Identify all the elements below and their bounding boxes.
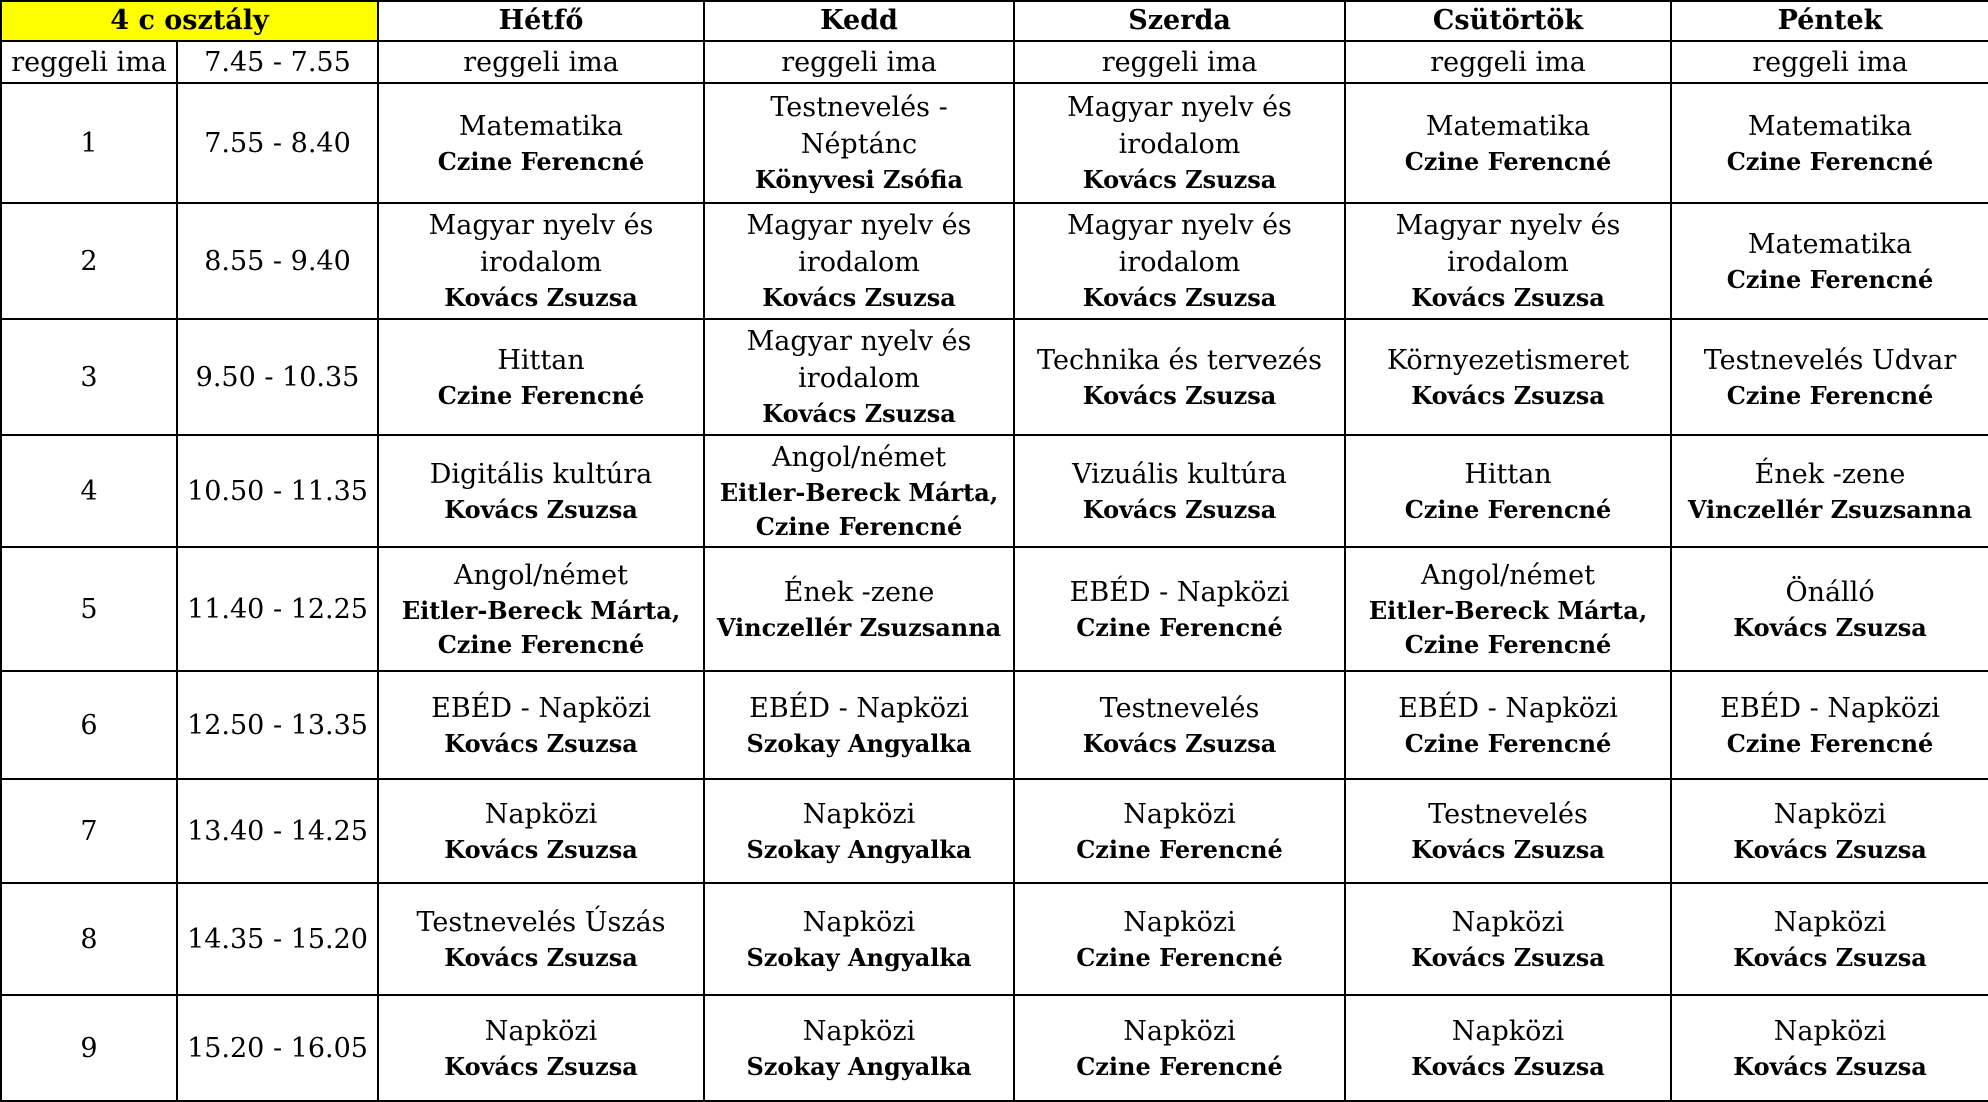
teacher: Czine Ferencné (1076, 1051, 1283, 1081)
morning-label: reggeli ima (1, 41, 177, 83)
teacher: Kovács Zsuzsa (444, 494, 638, 524)
subject: Testnevelés Udvar (1703, 344, 1957, 376)
period-row (1, 995, 1988, 1101)
lesson-cell (1345, 435, 1671, 547)
period-number: 6 (1, 671, 177, 779)
lesson-cell (378, 995, 704, 1101)
lesson-cell (378, 547, 704, 671)
lesson-cell (378, 83, 704, 203)
subject: Napközi (1451, 1015, 1565, 1047)
lesson-cell (704, 671, 1014, 779)
subject: Magyar nyelv és irodalom (746, 326, 972, 394)
lesson-cell (1014, 83, 1345, 203)
subject: Matematika (1425, 110, 1591, 142)
period-number: 8 (1, 883, 177, 995)
lesson-cell (1345, 547, 1671, 671)
subject: Magyar nyelv és irodalom (746, 210, 972, 278)
period-number: 3 (1, 319, 177, 435)
subject: Vizuális kultúra (1072, 458, 1287, 490)
period-number: 2 (1, 203, 177, 319)
lesson-cell (1345, 203, 1671, 319)
lesson-cell (1345, 319, 1671, 435)
subject: EBÉD - Napközi (1398, 692, 1618, 724)
lesson-cell (1671, 883, 1988, 995)
teacher: Kovács Zsuzsa (1733, 1051, 1927, 1081)
subject: EBÉD - Napközi (1720, 692, 1940, 724)
lesson-cell (704, 995, 1014, 1101)
lesson-cell (704, 83, 1014, 203)
period-row (1, 547, 1988, 671)
teacher: Kovács Zsuzsa (1411, 1051, 1605, 1081)
teacher: Czine Ferencné (1404, 728, 1612, 758)
teacher: Kovács Zsuzsa (444, 1051, 638, 1081)
subject: Napközi (1123, 798, 1236, 830)
teacher: Kovács Zsuzsa (1411, 942, 1605, 972)
lesson-cell (1671, 779, 1988, 883)
teacher: Kovács Zsuzsa (1411, 834, 1605, 864)
teacher: Kovács Zsuzsa (1082, 380, 1277, 410)
lesson-cell (1345, 779, 1671, 883)
teacher: Kovács Zsuzsa (1733, 612, 1927, 642)
lesson-cell (1671, 83, 1988, 203)
period-number: 5 (1, 547, 177, 671)
subject: Matematika (1747, 110, 1913, 142)
teacher: Czine Ferencné (1726, 146, 1934, 176)
teacher: Czine Ferencné (1726, 380, 1934, 410)
subject: Magyar nyelv és irodalom (1067, 92, 1292, 160)
lesson-cell (378, 319, 704, 435)
subject: Magyar nyelv és irodalom (1067, 210, 1292, 278)
teacher: Kovács Zsuzsa (1411, 283, 1605, 312)
lesson-cell (1671, 671, 1988, 779)
lesson-cell (704, 547, 1014, 671)
lesson-cell (378, 435, 704, 547)
subject: Napközi (802, 1015, 916, 1047)
subject: Napközi (1773, 1015, 1887, 1047)
lesson-cell (1014, 779, 1345, 883)
subject: Angol/német (772, 441, 946, 473)
subject: Magyar nyelv és irodalom (428, 210, 654, 278)
subject: Testnevelés (1428, 798, 1588, 830)
period-number: 9 (1, 995, 177, 1101)
subject: EBÉD - Napközi (431, 692, 651, 724)
day-header: Csütörtök (1345, 1, 1671, 41)
lesson-cell (378, 671, 704, 779)
subject: Napközi (1123, 906, 1236, 938)
subject: EBÉD - Napközi (749, 692, 969, 724)
period-number: 7 (1, 779, 177, 883)
subject: EBÉD - Napközi (1069, 576, 1290, 608)
lesson-cell (1014, 671, 1345, 779)
period-time: 9.50 - 10.35 (177, 319, 378, 435)
teacher: Czine Ferencné (1076, 834, 1283, 864)
subject: Napközi (1123, 1015, 1236, 1047)
period-row (1, 883, 1988, 995)
teacher: Kovács Zsuzsa (444, 283, 638, 312)
lesson-cell (704, 435, 1014, 547)
teacher: Eitler-Bereck Márta, Czine Ferencné (401, 595, 681, 659)
subject: Környezetismeret (1386, 344, 1630, 376)
teacher: Czine Ferencné (437, 380, 645, 410)
teacher: Szokay Angyalka (746, 834, 972, 864)
morning-cell: reggeli ima (1671, 41, 1988, 83)
subject: Technika és tervezés (1037, 344, 1322, 376)
period-time: 12.50 - 13.35 (177, 671, 378, 779)
teacher: Kovács Zsuzsa (1733, 834, 1927, 864)
teacher: Szokay Angyalka (746, 728, 972, 758)
lesson-cell (704, 203, 1014, 319)
morning-cell: reggeli ima (378, 41, 704, 83)
teacher: Kovács Zsuzsa (1411, 380, 1605, 410)
lesson-cell (1345, 883, 1671, 995)
period-time: 10.50 - 11.35 (177, 435, 378, 547)
lesson-cell (1014, 547, 1345, 671)
subject: Testnevelés Úszás (416, 906, 666, 938)
subject: Napközi (1773, 906, 1887, 938)
lesson-cell (1014, 995, 1345, 1101)
lesson-cell (1014, 319, 1345, 435)
period-row (1, 435, 1988, 547)
subject: Matematika (1747, 228, 1913, 260)
teacher: Kovács Zsuzsa (1733, 942, 1927, 972)
period-time: 8.55 - 9.40 (177, 203, 378, 319)
teacher: Kovács Zsuzsa (444, 728, 638, 758)
subject: Ének -zene (783, 576, 935, 608)
subject: Angol/német (1421, 559, 1595, 591)
period-number: 4 (1, 435, 177, 547)
teacher: Szokay Angyalka (746, 1051, 972, 1081)
period-row (1, 671, 1988, 779)
teacher: Eitler-Bereck Márta, Czine Ferencné (1368, 595, 1648, 659)
subject: Angol/német (454, 559, 628, 591)
subject: Napközi (484, 1015, 598, 1047)
teacher: Kovács Zsuzsa (444, 834, 638, 864)
period-number: 1 (1, 83, 177, 203)
teacher: Vinczellér Zsuzsanna (716, 612, 1002, 642)
lesson-cell (704, 319, 1014, 435)
subject: Önálló (1785, 576, 1875, 608)
subject: Testnevelés (1099, 692, 1260, 724)
subject: Hittan (1464, 458, 1552, 490)
day-header: Szerda (1014, 1, 1345, 41)
subject: Napközi (802, 798, 916, 830)
teacher: Czine Ferencné (437, 146, 645, 176)
header-row (1, 1, 1988, 41)
period-time: 13.40 - 14.25 (177, 779, 378, 883)
lesson-cell (1671, 995, 1988, 1101)
period-time: 7.55 - 8.40 (177, 83, 378, 203)
lesson-cell (1014, 203, 1345, 319)
teacher: Czine Ferencné (1726, 264, 1934, 294)
teacher: Kovács Zsuzsa (1082, 165, 1277, 194)
day-header: Hétfő (378, 1, 704, 41)
lesson-cell (704, 883, 1014, 995)
morning-time: 7.45 - 7.55 (177, 41, 378, 83)
subject: Napközi (802, 906, 916, 938)
lesson-cell (1014, 883, 1345, 995)
period-row (1, 319, 1988, 435)
period-time: 14.35 - 15.20 (177, 883, 378, 995)
teacher: Kovács Zsuzsa (444, 942, 638, 972)
lesson-cell (704, 779, 1014, 883)
lesson-cell (378, 203, 704, 319)
teacher: Kovács Zsuzsa (1082, 494, 1277, 524)
morning-cell: reggeli ima (1345, 41, 1671, 83)
subject: Ének -zene (1754, 458, 1906, 490)
morning-cell: reggeli ima (704, 41, 1014, 83)
lesson-cell (1014, 435, 1345, 547)
lesson-cell (1671, 547, 1988, 671)
subject: Digitális kultúra (429, 458, 653, 490)
period-row (1, 203, 1988, 319)
teacher: Szokay Angyalka (746, 942, 972, 972)
teacher: Vinczellér Zsuzsanna (1687, 494, 1973, 524)
lesson-cell (378, 779, 704, 883)
period-time: 11.40 - 12.25 (177, 547, 378, 671)
lesson-cell (1345, 83, 1671, 203)
teacher: Kovács Zsuzsa (762, 283, 956, 312)
subject: Napközi (1451, 906, 1565, 938)
teacher: Kovács Zsuzsa (1082, 728, 1277, 758)
teacher: Czine Ferencné (1404, 146, 1612, 176)
lesson-cell (378, 883, 704, 995)
lesson-cell (1345, 995, 1671, 1101)
teacher: Kovács Zsuzsa (762, 399, 956, 428)
day-header: Péntek (1671, 1, 1988, 41)
period-row (1, 83, 1988, 203)
subject: Napközi (484, 798, 598, 830)
teacher: Eitler-Bereck Márta, Czine Ferencné (719, 477, 999, 541)
morning-prayer-row (1, 41, 1988, 83)
lesson-cell (1671, 435, 1988, 547)
subject: Testnevelés - Néptánc (770, 92, 948, 160)
teacher: Czine Ferencné (1726, 728, 1934, 758)
subject: Napközi (1773, 798, 1887, 830)
period-row (1, 779, 1988, 883)
day-header: Kedd (704, 1, 1014, 41)
teacher: Könyvesi Zsófia (755, 165, 963, 194)
teacher: Kovács Zsuzsa (1082, 283, 1277, 312)
class-title: 4 c osztály (1, 1, 378, 41)
teacher: Czine Ferencné (1076, 942, 1283, 972)
subject: Matematika (458, 110, 624, 142)
subject: Magyar nyelv és irodalom (1395, 210, 1621, 278)
subject: Hittan (497, 344, 585, 376)
teacher: Czine Ferencné (1076, 612, 1283, 642)
lesson-cell (1345, 671, 1671, 779)
lesson-cell (1671, 319, 1988, 435)
period-time: 15.20 - 16.05 (177, 995, 378, 1101)
lesson-cell (1671, 203, 1988, 319)
morning-cell: reggeli ima (1014, 41, 1345, 83)
teacher: Czine Ferencné (1404, 494, 1612, 524)
